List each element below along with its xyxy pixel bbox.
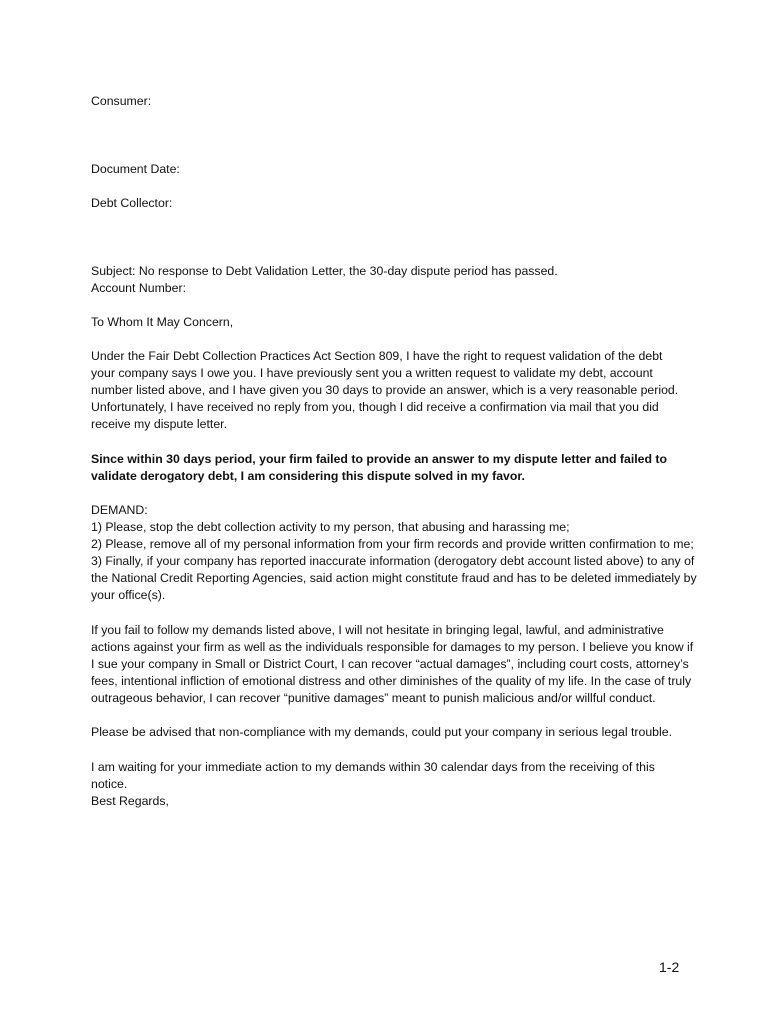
- demand-heading: DEMAND:: [91, 503, 148, 517]
- paragraph1-line: number listed above, and I have given you 30 days to provide an answer, which is a very reasonable period.: [91, 383, 679, 397]
- paragraph1-line: Under the Fair Debt Collection Practices Act Section 809, I have the right to request validation of the debt: [91, 349, 663, 363]
- demand-line: the National Credit Reporting Agencies, said action might constitute fraud and has to be deleted immediately by: [91, 571, 697, 585]
- demand-line: 1) Please, stop the debt collection activity to my person, that abusing and harassing me;: [91, 520, 570, 534]
- paragraph1-line: Unfortunately, I have received no reply from you, though I did receive a confirmation via mail that you did: [91, 400, 659, 414]
- paragraph2-line: actions against your firm as well as the individuals responsible for damages to my person. I believe you know if: [91, 640, 694, 654]
- salutation: To Whom It May Concern,: [91, 315, 234, 329]
- paragraph2-line: If you fail to follow my demands listed above, I will not hesitate in bringing legal, lawful, and administrative: [91, 623, 664, 637]
- paragraph4-line: notice.: [91, 777, 128, 791]
- debt-collector-label: Debt Collector:: [91, 196, 173, 210]
- demand-line: 2) Please, remove all of my personal information from your firm records and provide written confirmation to me;: [91, 537, 694, 551]
- bold-paragraph-line: Since within 30 days period, your firm failed to provide an answer to my dispute letter and failed to: [91, 452, 668, 466]
- demand-line: your office(s).: [91, 588, 166, 602]
- paragraph2-line: I sue your company in Small or District Court, I can recover “actual damages”, including court costs, attorney’s: [91, 657, 689, 671]
- demand-line: 3) Finally, if your company has reported inaccurate information (derogatory debt account listed above) to any of: [91, 554, 695, 568]
- paragraph2-line: fees, intentional infliction of emotional distress and other diminishes of the quality of my life. In the case of truly: [91, 674, 692, 688]
- paragraph3: Please be advised that non-compliance with my demands, could put your company in serious legal trouble.: [91, 725, 673, 739]
- closing: Best Regards,: [91, 794, 169, 808]
- account-number-label: Account Number:: [91, 281, 187, 295]
- paragraph1-line: receive my dispute letter.: [91, 417, 228, 431]
- paragraph2-line: outrageous behavior, I can recover “punitive damages” meant to punish malicious and/or willful conduct.: [91, 691, 656, 705]
- document-date-label: Document Date:: [91, 162, 180, 176]
- paragraph4-line: I am waiting for your immediate action to my demands within 30 calendar days from the receiving of this: [91, 760, 655, 774]
- consumer-label: Consumer:: [91, 94, 152, 108]
- subject-line: Subject: No response to Debt Validation Letter, the 30-day dispute period has passed.: [91, 264, 558, 278]
- paragraph1-line: your company says I owe you. I have previously sent you a written request to validate my debt, account: [91, 366, 653, 380]
- page-number: 1-2: [659, 959, 680, 975]
- bold-paragraph-line: validate derogatory debt, I am considering this dispute solved in my favor.: [91, 469, 525, 483]
